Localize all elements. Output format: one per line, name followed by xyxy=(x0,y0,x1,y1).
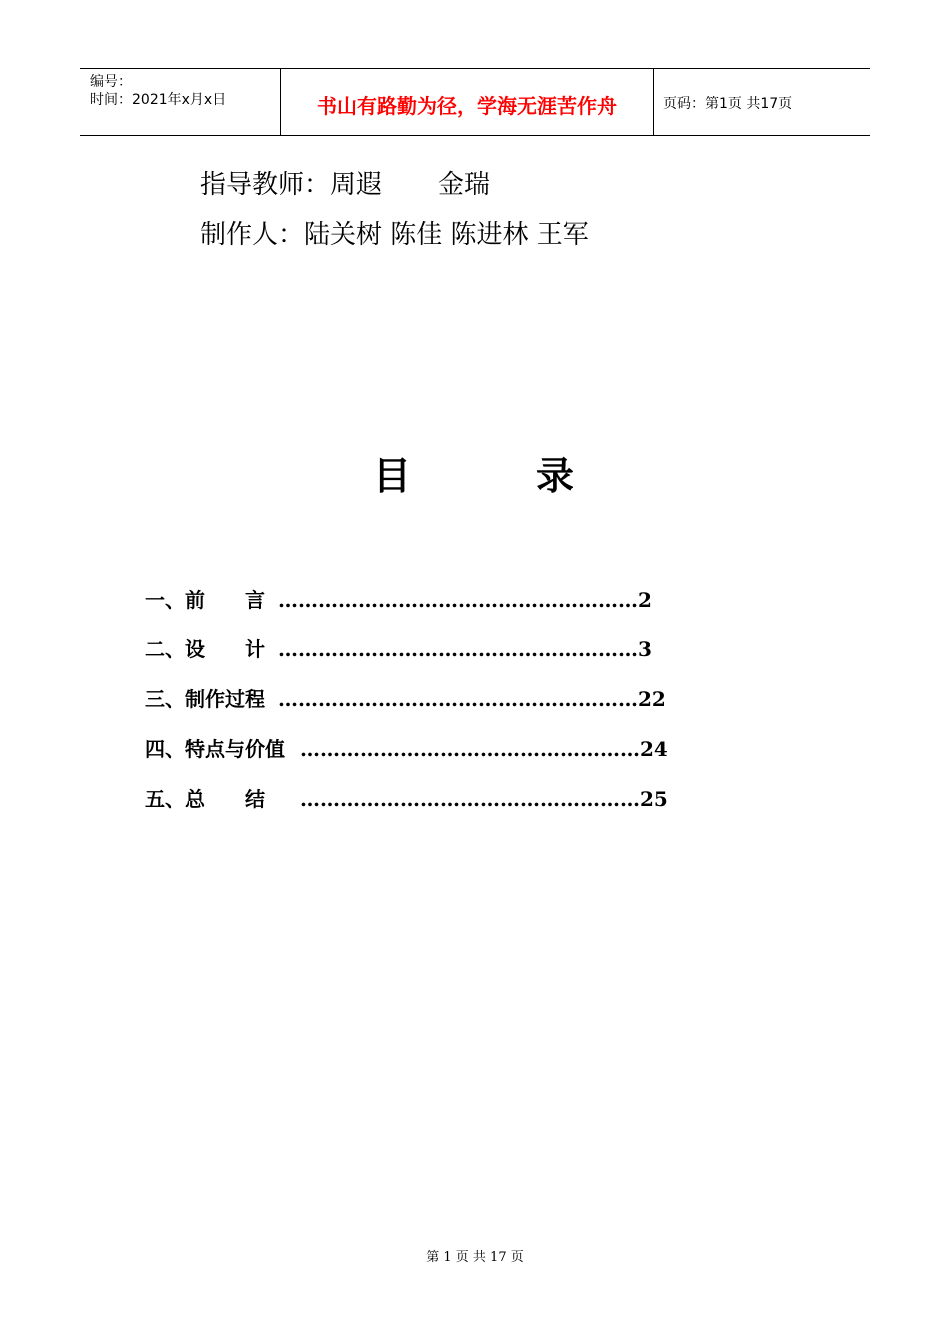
toc-entry-page: 22 xyxy=(638,687,666,711)
advisor-line xyxy=(200,170,490,200)
toc-entry-label: 四、特点与价值 xyxy=(145,737,285,761)
toc-entry-dots: …………………………………………… xyxy=(300,737,640,761)
toc-entry[interactable] xyxy=(145,637,652,661)
toc-title-char-1: 目 xyxy=(373,454,412,498)
toc-entry-dots: ……………………………………………… xyxy=(278,637,638,661)
header-meta xyxy=(80,69,281,135)
toc-entry-label: 三、制作过程 xyxy=(145,687,265,711)
toc-entry-page: 2 xyxy=(638,588,652,612)
toc-entry[interactable] xyxy=(145,737,668,761)
toc-entry-dots: …………………………………………… xyxy=(300,787,640,811)
toc-entry-page: 25 xyxy=(640,787,668,811)
document-time-label: 时间：2021年x月x日 xyxy=(90,92,227,108)
toc-title xyxy=(373,453,574,499)
toc-entry-label: 二、设 计 xyxy=(145,637,265,661)
header-motto: 书山有路勤为径，学海无涯苦作舟 xyxy=(281,69,654,135)
toc-entry-label: 五、总 结 xyxy=(145,787,285,811)
toc-entry[interactable] xyxy=(145,687,666,711)
toc-entry-label: 一、前 言 xyxy=(145,588,265,612)
toc-entry-dots: ……………………………………………… xyxy=(278,687,638,711)
advisor-label: 指导教师：周遐 xyxy=(200,170,383,200)
makers-line: 制作人：陆关树 陈佳 陈进林 王军 xyxy=(200,220,589,250)
toc-entry-dots: ……………………………………………… xyxy=(278,588,638,612)
toc-entry-page: 24 xyxy=(640,737,668,761)
header-page-info: 页码：第1页 共17页 xyxy=(663,96,793,112)
document-number-label: 编号： xyxy=(90,74,132,90)
page-footer: 第 1 页 共 17 页 xyxy=(426,1250,524,1265)
toc-entry[interactable] xyxy=(145,588,652,612)
toc-entry[interactable] xyxy=(145,787,668,811)
advisor-second: 金瑞 xyxy=(438,170,491,200)
toc-title-char-2: 录 xyxy=(536,454,575,498)
page-header xyxy=(80,68,870,136)
toc-entry-page: 3 xyxy=(638,637,652,661)
